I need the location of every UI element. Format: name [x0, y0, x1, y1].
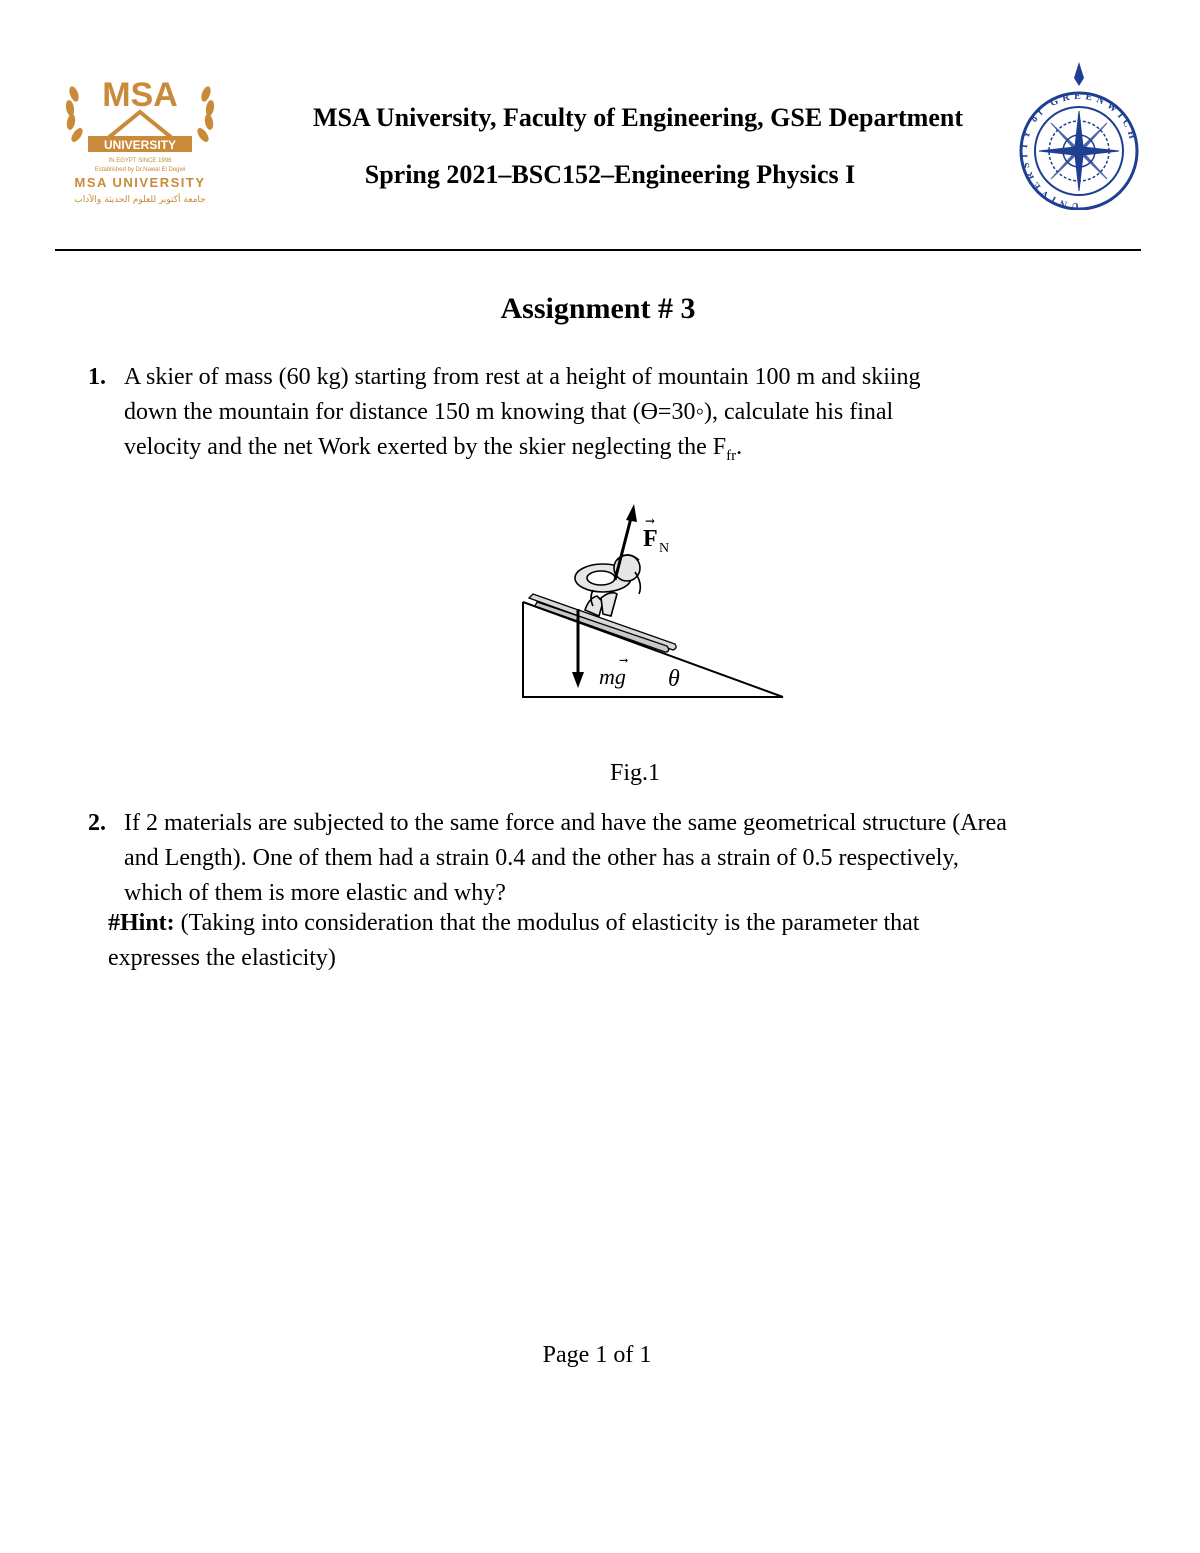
question-1-line-3-end: . [736, 434, 743, 460]
skier-incline-figure [515, 498, 790, 703]
question-2 [124, 806, 1154, 911]
question-1-number: 1. [88, 364, 106, 390]
question-1-line-3-a: velocity and the net Work exerted by the skier neglecting the F [124, 434, 727, 460]
question-2-line-1: If 2 materials are subjected to the same force and have the same geometrical structure (Area [124, 810, 1007, 836]
msa-logo-arabic: جامعة أكتوبر للعلوم الحديثة والآداب [74, 195, 206, 205]
friction-subscript: fr [726, 447, 737, 464]
weight-label: mg [599, 664, 626, 689]
question-1-line-2-b: calculate his final [723, 399, 894, 425]
msa-logo-main: MSA [102, 76, 178, 114]
university-of-greenwich-logo [1018, 60, 1140, 210]
header-line-1: MSA University, Faculty of Engineering, GSE Department [313, 103, 963, 132]
normal-force-vector-mark: → [645, 514, 656, 528]
msa-logo-since: IN EGYPT SINCE 1996 [108, 158, 172, 164]
msa-logo-bottom: MSA UNIVERSITY [74, 175, 206, 190]
normal-force-label: F [643, 526, 658, 552]
normal-force-arrowhead [626, 504, 637, 522]
figure-caption: Fig.1 [609, 760, 660, 786]
weight-arrowhead [572, 672, 584, 688]
greenwich-ring-text: UNIVERSITY of GREENWICH [1018, 90, 1139, 210]
msa-logo-banner: UNIVERSITY [103, 138, 177, 152]
question-2-number: 2. [88, 810, 106, 836]
hint-label: #Hint: [108, 910, 175, 936]
question-2-line-2: and Length). One of them had a strain 0.4 and the other has a strain of 0.5 respectively, [124, 845, 959, 871]
hint-line-1 [108, 906, 1148, 941]
assignment-title: Assignment # 3 [500, 292, 696, 325]
question-2-line-3: which of them is more elastic and why? [124, 880, 506, 906]
header-line-2: Spring 2021–BSC152–Engineering Physics I [364, 160, 856, 189]
angle-label: θ [668, 666, 680, 692]
page-number: Page 1 of 1 [542, 1342, 652, 1368]
incline-slope [523, 602, 783, 697]
hint-text-1: (Taking into consideration that the modulus of elasticity is the parameter that [174, 910, 920, 936]
question-1-line-1: A skier of mass (60 kg) starting from rest at a height of mountain 100 m and skiing [124, 364, 921, 390]
skier [575, 555, 640, 616]
question-1 [124, 360, 1124, 474]
question-1-line-2 [124, 395, 1124, 430]
normal-force-subscript: N [659, 541, 670, 556]
msa-logo-established: Established by Dr.Nawal El Degwi [94, 167, 186, 173]
weight-vector-mark: → [619, 654, 629, 667]
question-2-hint [108, 906, 1148, 976]
header-divider [55, 249, 1141, 251]
hint-line-2: expresses the elasticity) [108, 945, 336, 971]
question-1-line-2-a: down the mountain for distance 150 m knowing that (ϴ=30◦), [124, 399, 724, 425]
question-1-line-3 [124, 430, 1124, 474]
